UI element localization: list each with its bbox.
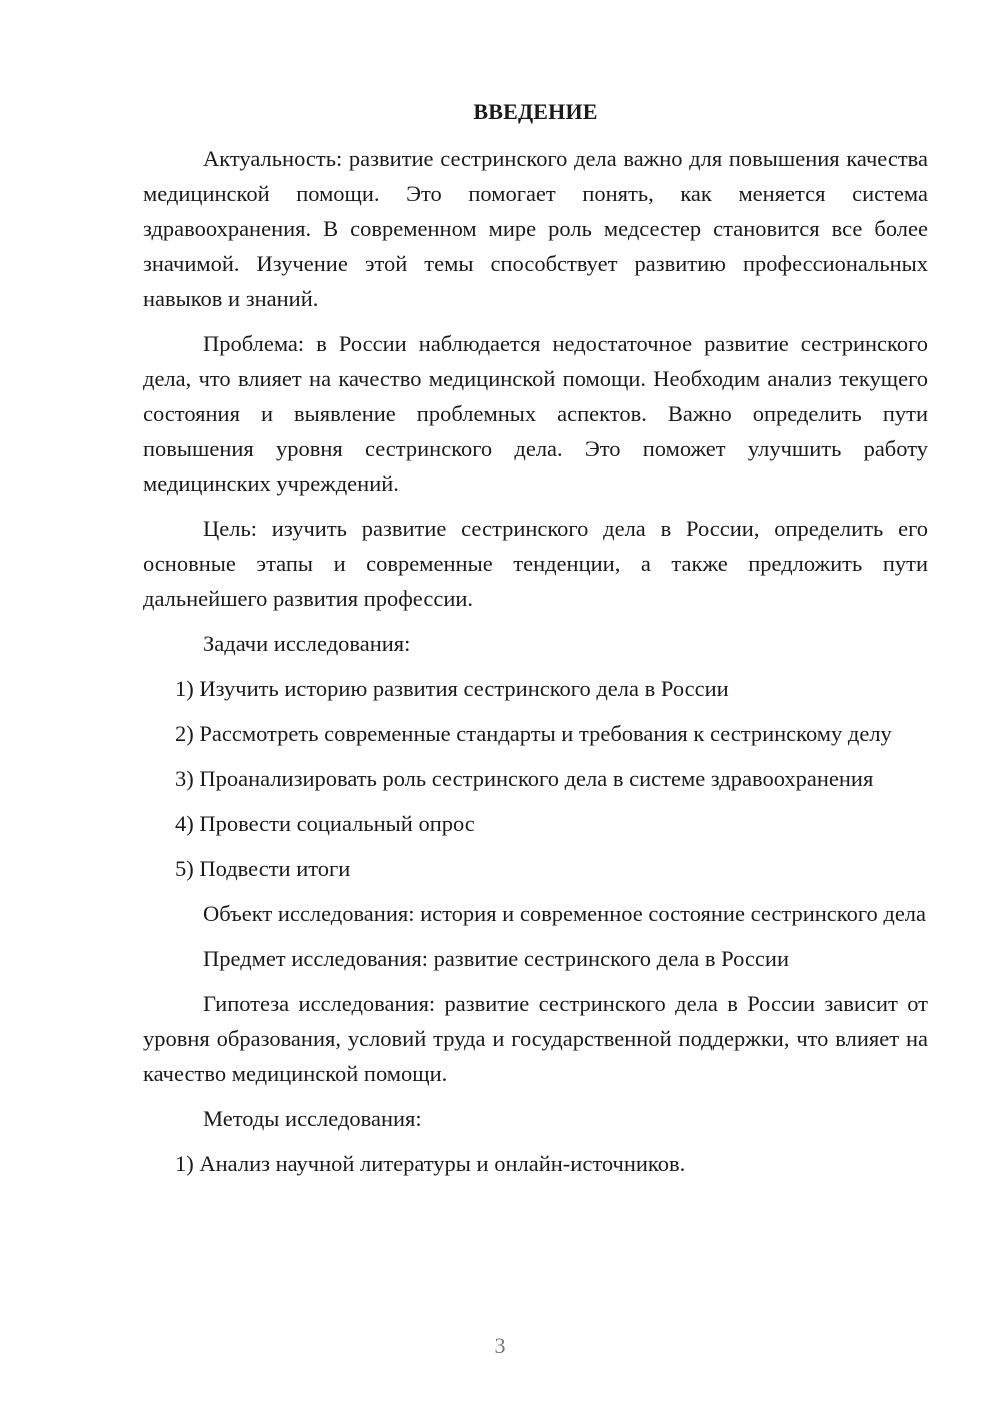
method-item: 1) Анализ научной литературы и онлайн-источников.: [175, 1151, 686, 1176]
task-item: 2) Рассмотреть современные стандарты и требования к сестринскому делу: [175, 721, 892, 746]
task-item: 5) Подвести итоги: [175, 856, 351, 881]
relevance-paragraph: Актуальность: развитие сестринского дела важно для повышения качества медицинской помощи. Это помогает понять, как меняется система здравоохранения. В современном мире роль медсестер становится все более значимой. Изучение этой темы способствует развитию профессиональных навыков и знаний.: [143, 146, 928, 311]
tasks-heading: Задачи исследования:: [203, 631, 411, 656]
hypothesis-paragraph: Гипотеза исследования: развитие сестринского дела в России зависит от уровня образования, условий труда и государственной поддержки, что влияет на качество медицинской помощи.: [143, 991, 928, 1086]
page-number: 3: [494, 1333, 506, 1358]
object-paragraph: Объект исследования: история и современное состояние сестринского дела: [203, 901, 927, 926]
section-title: ВВЕДЕНИЕ: [473, 99, 598, 124]
goal-paragraph: Цель: изучить развитие сестринского дела в России, определить его основные этапы и современные тенденции, а также предложить пути дальнейшего развития профессии.: [143, 516, 928, 611]
task-item: 4) Провести социальный опрос: [175, 811, 475, 836]
task-item: 3) Проанализировать роль сестринского дела в системе здравоохранения: [175, 766, 874, 791]
page-content: [143, 97, 928, 1191]
task-item: 1) Изучить историю развития сестринского дела в России: [175, 676, 729, 701]
subject-paragraph: Предмет исследования: развитие сестринского дела в России: [203, 946, 789, 971]
problem-paragraph: Проблема: в России наблюдается недостаточное развитие сестринского дела, что влияет на качество медицинской помощи. Необходим анализ текущего состояния и выявление проблемных аспектов. Важно определить пути повышения уровня сестринского дела. Это поможет улучшить работу медицинских учреждений.: [143, 331, 928, 496]
methods-heading: Методы исследования:: [203, 1106, 422, 1131]
